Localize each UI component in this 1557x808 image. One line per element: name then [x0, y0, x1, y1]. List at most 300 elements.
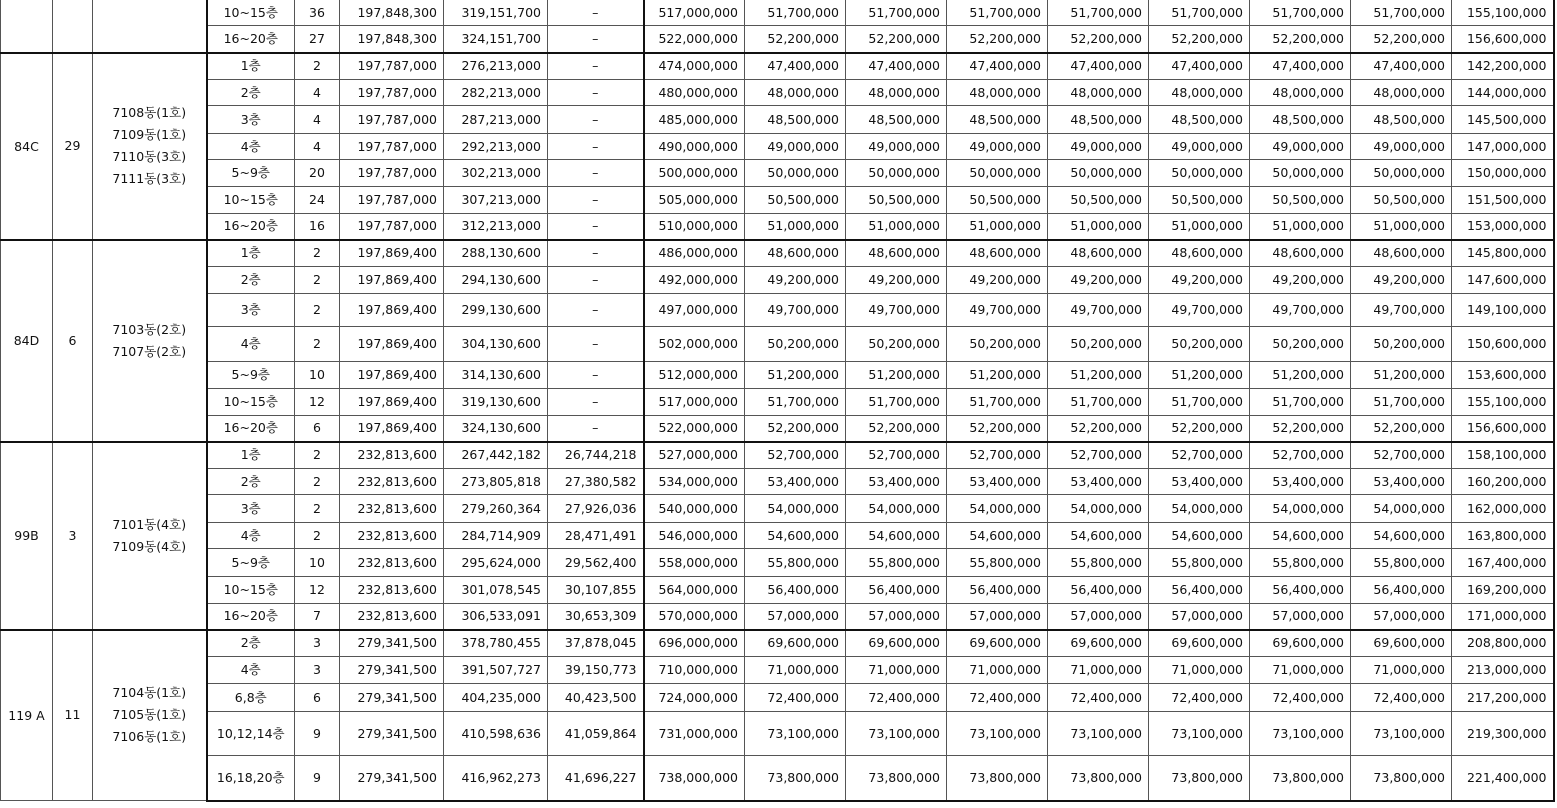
p1-cell: 48,600,000	[745, 240, 846, 267]
bal-cell: 221,400,000	[1452, 756, 1554, 801]
floor-cell: 1층	[207, 442, 295, 469]
count-cell: 10	[295, 549, 340, 577]
bal-cell: 153,000,000	[1452, 214, 1554, 240]
total-cell: 546,000,000	[644, 523, 745, 549]
floor-cell: 2층	[207, 267, 295, 294]
building-cell: 416,962,273	[444, 756, 548, 801]
table-row	[1, 495, 1554, 523]
floor-cell: 5~9층	[207, 362, 295, 389]
floor-cell: 3층	[207, 495, 295, 523]
p5-cell: 49,700,000	[1149, 294, 1250, 327]
building-cell: 282,213,000	[444, 80, 548, 106]
p7-cell: 50,500,000	[1351, 187, 1452, 214]
unit-type-cell: 84D	[1, 240, 53, 442]
vat-cell: 41,059,864	[548, 712, 644, 756]
building-cell: 312,213,000	[444, 214, 548, 240]
vat-cell: –	[548, 53, 644, 80]
land-cell: 197,787,000	[340, 53, 444, 80]
land-cell: 197,787,000	[340, 187, 444, 214]
p1-cell: 54,000,000	[745, 495, 846, 523]
vat-cell: –	[548, 389, 644, 416]
land-cell: 197,869,400	[340, 327, 444, 362]
total-cell: 731,000,000	[644, 712, 745, 756]
p5-cell: 50,500,000	[1149, 187, 1250, 214]
p6-cell: 51,200,000	[1250, 362, 1351, 389]
total-cell: 497,000,000	[644, 294, 745, 327]
building-cell: 279,260,364	[444, 495, 548, 523]
p6-cell: 57,000,000	[1250, 604, 1351, 630]
p1-cell: 52,700,000	[745, 442, 846, 469]
p7-cell: 54,600,000	[1351, 523, 1452, 549]
p7-cell: 48,500,000	[1351, 106, 1452, 134]
floor-cell: 5~9층	[207, 160, 295, 187]
building-item: 7108동(1호)	[112, 105, 187, 120]
count-cell: 3	[295, 630, 340, 657]
p2-cell: 48,500,000	[846, 106, 947, 134]
p1-cell: 73,800,000	[745, 756, 846, 801]
bal-cell: 155,100,000	[1452, 0, 1554, 26]
vat-cell: –	[548, 80, 644, 106]
building-cell: 302,213,000	[444, 160, 548, 187]
vat-cell: –	[548, 240, 644, 267]
building-item: 7103동(2호)	[112, 321, 187, 337]
building-item: 7106동(1호)	[112, 729, 187, 745]
building-list-cell	[93, 240, 207, 442]
p5-cell: 71,000,000	[1149, 657, 1250, 684]
building-cell: 378,780,455	[444, 630, 548, 657]
bal-cell: 162,000,000	[1452, 495, 1554, 523]
p4-cell: 50,200,000	[1048, 327, 1149, 362]
bal-cell: 163,800,000	[1452, 523, 1554, 549]
building-cell: 404,235,000	[444, 684, 548, 712]
total-cell: 490,000,000	[644, 134, 745, 160]
p3-cell: 57,000,000	[947, 604, 1048, 630]
total-cell: 500,000,000	[644, 160, 745, 187]
total-cell: 510,000,000	[644, 214, 745, 240]
land-cell: 279,341,500	[340, 657, 444, 684]
p1-cell: 50,500,000	[745, 187, 846, 214]
vat-cell: –	[548, 214, 644, 240]
p5-cell: 55,800,000	[1149, 549, 1250, 577]
table-row	[1, 604, 1554, 630]
land-cell: 232,813,600	[340, 577, 444, 604]
p4-cell: 69,600,000	[1048, 630, 1149, 657]
total-cell: 486,000,000	[644, 240, 745, 267]
p7-cell: 52,200,000	[1351, 416, 1452, 442]
p4-cell: 50,500,000	[1048, 187, 1149, 214]
vat-cell: –	[548, 160, 644, 187]
total-cell: 492,000,000	[644, 267, 745, 294]
table-row	[1, 106, 1554, 134]
total-cell: 505,000,000	[644, 187, 745, 214]
total-cell: 558,000,000	[644, 549, 745, 577]
land-cell: 197,869,400	[340, 416, 444, 442]
p5-cell: 52,200,000	[1149, 26, 1250, 53]
p3-cell: 52,200,000	[947, 26, 1048, 53]
p4-cell: 73,800,000	[1048, 756, 1149, 801]
p6-cell: 48,500,000	[1250, 106, 1351, 134]
p7-cell: 49,000,000	[1351, 134, 1452, 160]
p7-cell: 57,000,000	[1351, 604, 1452, 630]
p3-cell: 48,000,000	[947, 80, 1048, 106]
p5-cell: 51,700,000	[1149, 0, 1250, 26]
count-cell: 12	[295, 389, 340, 416]
p5-cell: 51,200,000	[1149, 362, 1250, 389]
p7-cell: 50,000,000	[1351, 160, 1452, 187]
land-cell: 197,869,400	[340, 389, 444, 416]
p5-cell: 73,100,000	[1149, 712, 1250, 756]
land-cell: 232,813,600	[340, 523, 444, 549]
p4-cell: 73,100,000	[1048, 712, 1149, 756]
land-cell: 197,848,300	[340, 0, 444, 26]
table-row	[1, 712, 1554, 756]
bal-cell: 145,500,000	[1452, 106, 1554, 134]
vat-cell: 26,744,218	[548, 442, 644, 469]
p4-cell: 55,800,000	[1048, 549, 1149, 577]
land-cell: 197,869,400	[340, 267, 444, 294]
bal-cell: 167,400,000	[1452, 549, 1554, 577]
p6-cell: 47,400,000	[1250, 53, 1351, 80]
p5-cell: 54,000,000	[1149, 495, 1250, 523]
p2-cell: 49,200,000	[846, 267, 947, 294]
p7-cell: 51,200,000	[1351, 362, 1452, 389]
table-row	[1, 684, 1554, 712]
unit-type-cell: 119 A	[1, 630, 53, 801]
p4-cell: 50,000,000	[1048, 160, 1149, 187]
p4-cell: 53,400,000	[1048, 469, 1149, 495]
p5-cell: 48,500,000	[1149, 106, 1250, 134]
building-cell: 319,130,600	[444, 389, 548, 416]
p2-cell: 50,000,000	[846, 160, 947, 187]
table-row	[1, 26, 1554, 53]
p2-cell: 51,200,000	[846, 362, 947, 389]
p3-cell: 51,200,000	[947, 362, 1048, 389]
p4-cell: 51,000,000	[1048, 214, 1149, 240]
floor-cell: 6,8층	[207, 684, 295, 712]
p3-cell: 73,100,000	[947, 712, 1048, 756]
p1-cell: 52,200,000	[745, 416, 846, 442]
p2-cell: 56,400,000	[846, 577, 947, 604]
count-cell: 2	[295, 53, 340, 80]
p5-cell: 52,200,000	[1149, 416, 1250, 442]
total-cell: 738,000,000	[644, 756, 745, 801]
p3-cell: 55,800,000	[947, 549, 1048, 577]
land-cell: 279,341,500	[340, 630, 444, 657]
p6-cell: 52,700,000	[1250, 442, 1351, 469]
p6-cell: 56,400,000	[1250, 577, 1351, 604]
floor-cell: 2층	[207, 80, 295, 106]
table-row	[1, 160, 1554, 187]
p7-cell: 51,000,000	[1351, 214, 1452, 240]
vat-cell: 41,696,227	[548, 756, 644, 801]
p3-cell: 50,200,000	[947, 327, 1048, 362]
p3-cell: 53,400,000	[947, 469, 1048, 495]
total-cell: 522,000,000	[644, 416, 745, 442]
total-cell: 534,000,000	[644, 469, 745, 495]
floor-cell: 3층	[207, 106, 295, 134]
p7-cell: 72,400,000	[1351, 684, 1452, 712]
count-cell: 12	[295, 577, 340, 604]
count-cell: 4	[295, 106, 340, 134]
p2-cell: 50,200,000	[846, 327, 947, 362]
p6-cell: 50,200,000	[1250, 327, 1351, 362]
p1-cell: 56,400,000	[745, 577, 846, 604]
p2-cell: 55,800,000	[846, 549, 947, 577]
p3-cell: 49,000,000	[947, 134, 1048, 160]
p2-cell: 49,000,000	[846, 134, 947, 160]
table-row	[1, 134, 1554, 160]
p6-cell: 49,200,000	[1250, 267, 1351, 294]
floor-cell: 10~15층	[207, 577, 295, 604]
bal-cell: 153,600,000	[1452, 362, 1554, 389]
table-row	[1, 549, 1554, 577]
p6-cell: 73,100,000	[1250, 712, 1351, 756]
count-cell: 2	[295, 294, 340, 327]
p6-cell: 51,700,000	[1250, 389, 1351, 416]
p2-cell: 48,600,000	[846, 240, 947, 267]
p2-cell: 51,700,000	[846, 389, 947, 416]
total-cell: 517,000,000	[644, 0, 745, 26]
land-cell: 232,813,600	[340, 442, 444, 469]
building-cell: 391,507,727	[444, 657, 548, 684]
p2-cell: 71,000,000	[846, 657, 947, 684]
p7-cell: 53,400,000	[1351, 469, 1452, 495]
land-cell: 197,787,000	[340, 160, 444, 187]
p3-cell: 48,600,000	[947, 240, 1048, 267]
count-cell: 27	[295, 26, 340, 53]
building-item: 7109동(4호)	[112, 538, 187, 554]
table-row	[1, 80, 1554, 106]
p6-cell: 52,200,000	[1250, 416, 1351, 442]
floor-cell: 10~15층	[207, 389, 295, 416]
p4-cell: 52,200,000	[1048, 416, 1149, 442]
land-cell: 279,341,500	[340, 756, 444, 801]
p7-cell: 56,400,000	[1351, 577, 1452, 604]
p1-cell: 50,200,000	[745, 327, 846, 362]
vat-cell: 37,878,045	[548, 630, 644, 657]
p5-cell: 50,200,000	[1149, 327, 1250, 362]
p1-cell: 48,000,000	[745, 80, 846, 106]
p5-cell: 49,200,000	[1149, 267, 1250, 294]
p7-cell: 71,000,000	[1351, 657, 1452, 684]
p2-cell: 53,400,000	[846, 469, 947, 495]
p2-cell: 51,000,000	[846, 214, 947, 240]
p2-cell: 73,800,000	[846, 756, 947, 801]
count-cell: 2	[295, 240, 340, 267]
p2-cell: 52,200,000	[846, 26, 947, 53]
p1-cell: 47,400,000	[745, 53, 846, 80]
total-cell: 564,000,000	[644, 577, 745, 604]
bal-cell: 213,000,000	[1452, 657, 1554, 684]
floor-cell: 10~15층	[207, 187, 295, 214]
building-item: 7105동(1호)	[112, 707, 187, 723]
p4-cell: 52,700,000	[1048, 442, 1149, 469]
p1-cell: 55,800,000	[745, 549, 846, 577]
p3-cell: 69,600,000	[947, 630, 1048, 657]
p3-cell: 72,400,000	[947, 684, 1048, 712]
bal-cell: 150,600,000	[1452, 327, 1554, 362]
count-cell: 2	[295, 469, 340, 495]
bal-cell: 150,000,000	[1452, 160, 1554, 187]
bal-cell: 149,100,000	[1452, 294, 1554, 327]
p4-cell: 49,000,000	[1048, 134, 1149, 160]
p2-cell: 54,000,000	[846, 495, 947, 523]
vat-cell: 29,562,400	[548, 549, 644, 577]
building-cell: 306,533,091	[444, 604, 548, 630]
vat-cell: 40,423,500	[548, 684, 644, 712]
building-cell: 295,624,000	[444, 549, 548, 577]
vat-cell: –	[548, 106, 644, 134]
total-cell: 522,000,000	[644, 26, 745, 53]
building-item: 7107동(2호)	[112, 343, 187, 359]
count-cell: 10	[295, 362, 340, 389]
building-cell: 292,213,000	[444, 134, 548, 160]
price-table-body	[1, 0, 1554, 801]
p2-cell: 49,700,000	[846, 294, 947, 327]
p5-cell: 73,800,000	[1149, 756, 1250, 801]
land-cell: 197,848,300	[340, 26, 444, 53]
p6-cell: 49,700,000	[1250, 294, 1351, 327]
p2-cell: 72,400,000	[846, 684, 947, 712]
p1-cell: 71,000,000	[745, 657, 846, 684]
vat-cell: 30,107,855	[548, 577, 644, 604]
p1-cell: 51,000,000	[745, 214, 846, 240]
p5-cell: 51,000,000	[1149, 214, 1250, 240]
total-cell: 527,000,000	[644, 442, 745, 469]
count-cell: 2	[295, 327, 340, 362]
p4-cell: 51,700,000	[1048, 389, 1149, 416]
floor-cell: 4층	[207, 523, 295, 549]
count-cell: 4	[295, 134, 340, 160]
building-cell: 319,151,700	[444, 0, 548, 26]
table-row	[1, 442, 1554, 469]
building-cell: 273,805,818	[444, 469, 548, 495]
building-item: 7109동(1호)	[112, 127, 187, 142]
bal-cell: 169,200,000	[1452, 577, 1554, 604]
land-cell: 279,341,500	[340, 712, 444, 756]
count-cell: 16	[295, 214, 340, 240]
unit-count-cell: 29	[53, 53, 93, 240]
p7-cell: 49,700,000	[1351, 294, 1452, 327]
p5-cell: 49,000,000	[1149, 134, 1250, 160]
p6-cell: 49,000,000	[1250, 134, 1351, 160]
building-list-cell	[93, 53, 207, 240]
p1-cell: 49,000,000	[745, 134, 846, 160]
unit-type-cell: 84C	[1, 53, 53, 240]
floor-cell: 2층	[207, 469, 295, 495]
p3-cell: 54,000,000	[947, 495, 1048, 523]
p6-cell: 55,800,000	[1250, 549, 1351, 577]
total-cell: 485,000,000	[644, 106, 745, 134]
p6-cell: 72,400,000	[1250, 684, 1351, 712]
p5-cell: 48,000,000	[1149, 80, 1250, 106]
bal-cell: 147,600,000	[1452, 267, 1554, 294]
p3-cell: 50,500,000	[947, 187, 1048, 214]
table-row	[1, 214, 1554, 240]
p5-cell: 69,600,000	[1149, 630, 1250, 657]
unit-count-cell: 3	[53, 442, 93, 630]
p5-cell: 51,700,000	[1149, 389, 1250, 416]
table-row	[1, 389, 1554, 416]
p3-cell: 47,400,000	[947, 53, 1048, 80]
p4-cell: 49,200,000	[1048, 267, 1149, 294]
p5-cell: 50,000,000	[1149, 160, 1250, 187]
p6-cell: 51,000,000	[1250, 214, 1351, 240]
p6-cell: 50,000,000	[1250, 160, 1351, 187]
p5-cell: 52,700,000	[1149, 442, 1250, 469]
table-row	[1, 577, 1554, 604]
p2-cell: 51,700,000	[846, 0, 947, 26]
building-cell: 299,130,600	[444, 294, 548, 327]
building-cell: 410,598,636	[444, 712, 548, 756]
bal-cell: 171,000,000	[1452, 604, 1554, 630]
p6-cell: 51,700,000	[1250, 0, 1351, 26]
p3-cell: 54,600,000	[947, 523, 1048, 549]
table-row	[1, 53, 1554, 80]
p7-cell: 51,700,000	[1351, 0, 1452, 26]
table-row	[1, 267, 1554, 294]
building-cell: 301,078,545	[444, 577, 548, 604]
count-cell: 4	[295, 80, 340, 106]
bal-cell: 155,100,000	[1452, 389, 1554, 416]
floor-cell: 1층	[207, 240, 295, 267]
vat-cell: –	[548, 187, 644, 214]
p1-cell: 51,200,000	[745, 362, 846, 389]
p1-cell: 50,000,000	[745, 160, 846, 187]
building-item: 7111동(3호)	[112, 171, 187, 186]
unit-type-cell: 99B	[1, 442, 53, 630]
count-cell: 24	[295, 187, 340, 214]
p3-cell: 49,200,000	[947, 267, 1048, 294]
p4-cell: 54,600,000	[1048, 523, 1149, 549]
building-cell: 287,213,000	[444, 106, 548, 134]
count-cell: 6	[295, 416, 340, 442]
table-row	[1, 187, 1554, 214]
p7-cell: 51,700,000	[1351, 389, 1452, 416]
p7-cell: 54,000,000	[1351, 495, 1452, 523]
floor-cell: 16~20층	[207, 214, 295, 240]
land-cell: 197,869,400	[340, 240, 444, 267]
total-cell: 474,000,000	[644, 53, 745, 80]
p4-cell: 49,700,000	[1048, 294, 1149, 327]
floor-cell: 4층	[207, 327, 295, 362]
p3-cell: 51,700,000	[947, 0, 1048, 26]
building-cell: 267,442,182	[444, 442, 548, 469]
unit-type-cell	[1, 0, 53, 53]
floor-cell: 16~20층	[207, 26, 295, 53]
p4-cell: 72,400,000	[1048, 684, 1149, 712]
p2-cell: 48,000,000	[846, 80, 947, 106]
vat-cell: –	[548, 327, 644, 362]
p2-cell: 52,200,000	[846, 416, 947, 442]
unit-count-cell: 6	[53, 240, 93, 442]
building-cell: 304,130,600	[444, 327, 548, 362]
building-item: 7101동(4호)	[112, 516, 187, 532]
total-cell: 517,000,000	[644, 389, 745, 416]
building-list-cell	[93, 630, 207, 801]
building-cell: 276,213,000	[444, 53, 548, 80]
land-cell: 232,813,600	[340, 549, 444, 577]
total-cell: 710,000,000	[644, 657, 745, 684]
p1-cell: 49,200,000	[745, 267, 846, 294]
floor-cell: 10~15층	[207, 0, 295, 26]
p1-cell: 53,400,000	[745, 469, 846, 495]
count-cell: 2	[295, 442, 340, 469]
building-list-cell	[93, 0, 207, 53]
building-cell: 294,130,600	[444, 267, 548, 294]
bal-cell: 151,500,000	[1452, 187, 1554, 214]
total-cell: 540,000,000	[644, 495, 745, 523]
